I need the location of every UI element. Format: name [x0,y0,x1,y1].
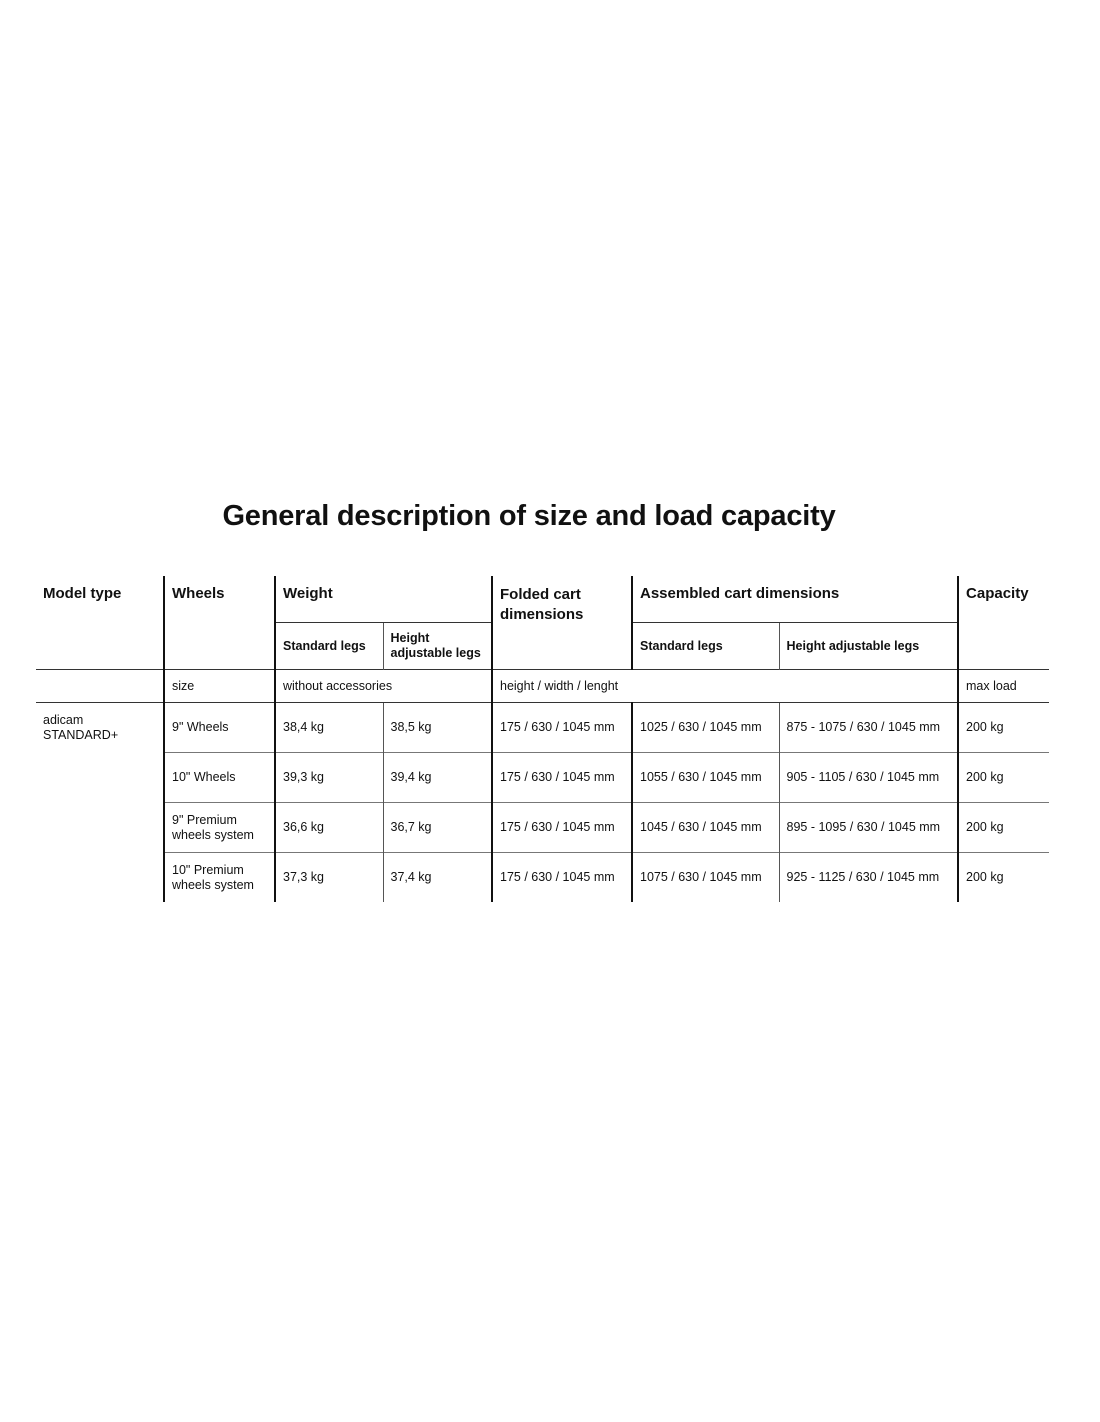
header-folded-dimensions: Folded cart dimensions [492,576,632,670]
units-capacity: max load [958,670,1049,703]
assembled-standard-cell: 1075 / 630 / 1045 mm [632,853,779,903]
units-weight: without accessories [275,670,492,703]
weight-height-cell: 38,5 kg [383,703,492,753]
capacity-cell: 200 kg [958,853,1049,903]
header-wheels: Wheels [164,576,275,670]
header-assembled-dimensions: Assembled cart dimensions [632,576,958,623]
assembled-standard-cell: 1055 / 630 / 1045 mm [632,753,779,803]
folded-dimensions-cell: 175 / 630 / 1045 mm [492,803,632,853]
weight-standard-cell: 36,6 kg [275,803,383,853]
capacity-cell: 200 kg [958,703,1049,753]
header-weight-height-adjustable-legs: Height adjustable legs [383,623,492,670]
header-capacity: Capacity [958,576,1049,670]
wheels-cell: 10" Wheels [164,753,275,803]
units-model-empty [36,670,164,703]
assembled-height-cell: 875 - 1075 / 630 / 1045 mm [779,703,958,753]
assembled-height-cell: 895 - 1095 / 630 / 1045 mm [779,803,958,853]
weight-height-cell: 39,4 kg [383,753,492,803]
table-row [36,803,1049,853]
capacity-cell: 200 kg [958,803,1049,853]
units-wheels: size [164,670,275,703]
folded-dimensions-cell: 175 / 630 / 1045 mm [492,703,632,753]
folded-dimensions-cell: 175 / 630 / 1045 mm [492,753,632,803]
assembled-standard-cell: 1025 / 630 / 1045 mm [632,703,779,753]
table-row [36,753,1049,803]
weight-standard-cell: 37,3 kg [275,853,383,903]
assembled-height-cell: 905 - 1105 / 630 / 1045 mm [779,753,958,803]
header-assembled-height-adjustable-legs: Height adjustable legs [779,623,958,670]
units-row [36,670,1049,703]
header-model-type: Model type [43,585,122,602]
header-assembled-standard-legs: Standard legs [632,623,779,670]
wheels-cell: 9" Wheels [164,703,275,753]
wheels-cell: 9" Premium wheels system [164,803,275,853]
header-weight: Weight [275,576,492,623]
weight-height-cell: 36,7 kg [383,803,492,853]
weight-standard-cell: 38,4 kg [275,703,383,753]
weight-standard-cell: 39,3 kg [275,753,383,803]
weight-height-cell: 37,4 kg [383,853,492,903]
table-row [36,853,1049,903]
assembled-height-cell: 925 - 1125 / 630 / 1045 mm [779,853,958,903]
units-dimensions: height / width / lenght [492,670,958,703]
header-weight-standard-legs: Standard legs [275,623,383,670]
capacity-cell: 200 kg [958,753,1049,803]
model-name: adicam STANDARD+ [43,713,119,742]
table-row [36,703,1049,753]
spec-table [36,576,1049,902]
page-title: General description of size and load capacity [222,500,836,532]
wheels-cell: 10" Premium wheels system [164,853,275,903]
folded-dimensions-cell: 175 / 630 / 1045 mm [492,853,632,903]
assembled-standard-cell: 1045 / 630 / 1045 mm [632,803,779,853]
